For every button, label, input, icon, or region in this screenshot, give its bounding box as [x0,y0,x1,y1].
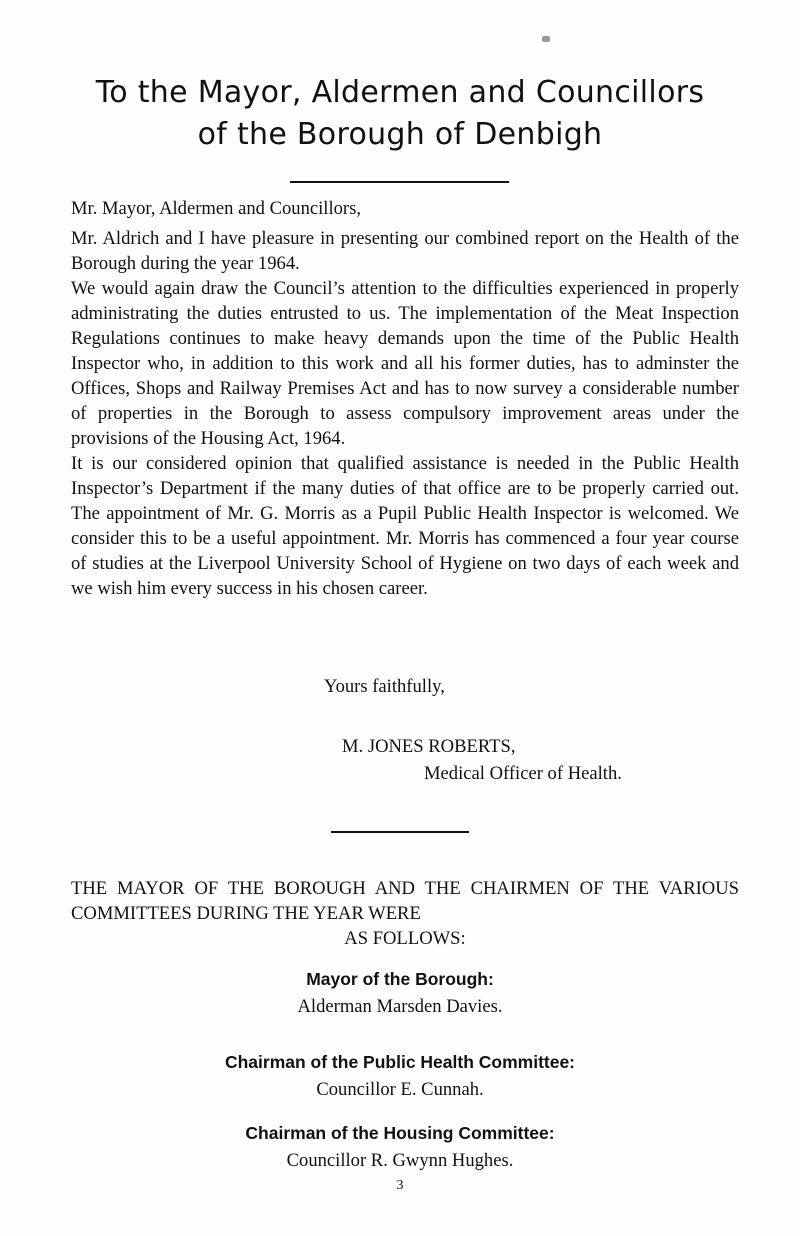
print-speck [542,36,550,42]
officers-heading [71,876,739,951]
officer-entry [0,969,800,1018]
officer-role: Mayor of the Borough: [306,969,494,989]
officer-role: Chairman of the Housing Committee: [245,1123,555,1143]
page-title [0,72,800,156]
title-divider [290,181,509,183]
officer-entry [0,1052,800,1101]
officer-name: Councillor E. Cunnah. [316,1079,484,1100]
officer-name: Councillor R. Gwynn Hughes. [286,1150,514,1171]
officers-heading-main: THE MAYOR OF THE BOROUGH AND THE CHAIRMEN OF THE VARIOUS COMMITTEES DURING THE YEAR WERE [71,878,739,924]
closing: Yours faithfully, [324,676,445,697]
signatory-title: Medical Officer of Health. [424,763,622,784]
title-line-2: of the Borough of Denbigh [197,117,603,152]
paragraph-2: We would again draw the Council’s attention to the difficulties experienced in properly administrating the duties entrusted to us. The implementation of the Meat Inspection Regulations continues to make heavy demands upon the time of the Public Health Inspector who, in addition to this work and all his former duties, has to adminster the Offices, Shops and Railway Premises Act and has to now survey a considerable number of properties in the Borough to assess compulsory improvement areas under the provisions of the Housing Act, 1964. [71,278,739,449]
officers-heading-last: AS FOLLOWS: [344,928,466,949]
paragraph-3: It is our considered opinion that qualified assistance is needed in the Public Health Inspector’s Department if the many duties of that office are to be properly carried out. The appointment of Mr. G. Morris as a Pupil Public Health Inspector is welcomed. We consider this to be a useful appointment. Mr. Morris has commenced a four year course of studies at the Liverpool University School of Hygiene on two days of each week and we wish him every success in his chosen career. [71,453,739,599]
officer-name: Alderman Marsden Davies. [297,996,503,1017]
signatory-name: M. JONES ROBERTS, [342,736,516,757]
officer-role: Chairman of the Public Health Committee: [224,1052,576,1072]
page-number: 3 [396,1178,404,1193]
officer-entry [0,1123,800,1172]
salutation: Mr. Mayor, Aldermen and Councillors, [71,198,361,219]
letter-body [71,226,739,601]
paragraph-1: Mr. Aldrich and I have pleasure in presenting our combined report on the Health of the Borough during the year 1964. [71,228,739,274]
title-line-1: To the Mayor, Aldermen and Councillors [95,75,705,110]
section-divider [331,831,469,833]
